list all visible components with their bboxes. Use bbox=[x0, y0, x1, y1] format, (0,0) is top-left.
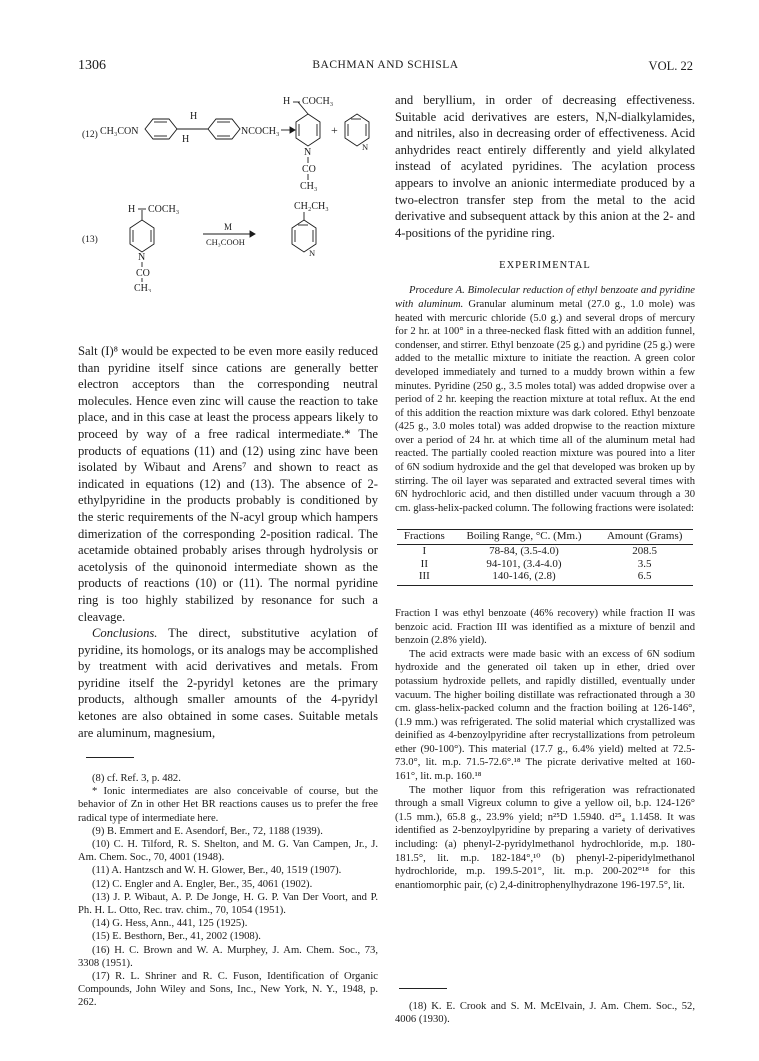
table-header: Fractions bbox=[397, 530, 452, 545]
eq13-reactant-co: CO bbox=[136, 268, 150, 279]
footnotes-right bbox=[395, 1000, 695, 1026]
footnote-9: (9) B. Emmert and E. Asendorf, Ber., 72, 1188 (1939). bbox=[92, 825, 323, 837]
eq13-product-sub: CH₂CH₃ bbox=[294, 201, 329, 212]
table-row bbox=[397, 570, 693, 585]
eq12-number: (12) bbox=[82, 130, 98, 140]
paragraph-continuation: and beryllium, in order of decreasing effectiveness. Suitable acid derivatives are esters, N,N-dialkylamides, and nitriles, also in decreasing order of effectiveness. Acid anhydrides react entirely differently and yield alkylated instead of acylated pyridines. The acylation process appears to involve an anionic intermediate produced by a two-electron transfer step from the metal to the acid derivative and subsequent attack by this anion at the 2- and 4-positions of the pyridine ring. bbox=[395, 93, 695, 240]
footnote-rule-right bbox=[399, 988, 447, 989]
eq12-ring-left bbox=[145, 119, 177, 139]
reaction-schemes bbox=[78, 92, 378, 292]
eq12-h-bottom: H bbox=[182, 134, 190, 145]
paragraph-fractions: Fraction I was ethyl benzoate (46% recovery) while fraction II was benzoic acid. Fraction III was identified as a mixture of benzil and benzoin (2.8% yield). bbox=[395, 607, 695, 647]
eq13-product-n: N bbox=[309, 248, 316, 258]
volume-label: VOL. 22 bbox=[648, 59, 693, 73]
page-header bbox=[78, 58, 693, 78]
table-cell: 140-146, (2.8) bbox=[452, 570, 597, 585]
table-header: Amount (Grams) bbox=[596, 530, 693, 545]
procedure-a bbox=[395, 284, 695, 515]
eq13-reactant-n: N bbox=[138, 252, 146, 263]
table-header: Boiling Range, °C. (Mm.) bbox=[452, 530, 597, 545]
table-cell: 78-84, (3.5-4.0) bbox=[489, 545, 559, 558]
running-title: BACHMAN AND SCHISLA bbox=[312, 59, 459, 71]
eq13-reactant-ch3: CH₃ bbox=[134, 283, 152, 292]
eq12-product-ring bbox=[296, 114, 320, 146]
paragraph-acid-extracts: The acid extracts were made basic with an excess of 6N sodium hydroxide and the generated oil taken up in ether, dried over potassium hydroxide pellets, and rapidly distilled, eventually under vacuum. The higher boiling distillate was refractionated through a 30 cm. glass-helix-packed column and the fraction boiling at 126-146°, (1.9 mm.) was refrigerated. The solid material which crystallized was deinified as 4-benzoylpyridine after recrystallizations from petroleum ether (90-100°). This material (17.7 g., 6.4% yield) melted at 72.5-73.0°, lit. m.p. 71.5-72.6°.¹⁸ The picrate derivative melted at 160-161°, lit. m.p. 160.¹⁸ bbox=[395, 648, 695, 783]
footnotes-left bbox=[78, 772, 378, 1010]
eq13-arrow-bottom: CH₃COOH bbox=[206, 237, 245, 247]
table-cell: 208.5 bbox=[632, 545, 658, 558]
footnote-13: (13) J. P. Wibaut, A. P. De Jonge, H. G. P. Van Der Voort, and P. Ph. H. L. Otto, Rec. trav. chim., 70, 1054 (1951). bbox=[78, 891, 378, 917]
eq12-product-ch3: CH₃ bbox=[300, 181, 318, 192]
eq12-product-n: N bbox=[304, 147, 312, 158]
paragraph-conclusions bbox=[78, 625, 378, 741]
table-header-row bbox=[397, 530, 693, 545]
conclusions-label: Conclusions. bbox=[92, 626, 158, 641]
right-column bbox=[395, 92, 695, 892]
table-cell: III bbox=[397, 570, 452, 585]
left-column bbox=[78, 343, 378, 741]
footnote-17: (17) R. L. Shriner and R. C. Fuson, Identification of Organic Compounds, John Wiley and Sons, Inc., New York, N. Y., 1948, p. 262. bbox=[78, 971, 378, 1009]
eq12-reactant-right: NCOCH₃ bbox=[241, 126, 280, 137]
footnote-12: (12) C. Engler and A. Engler, Ber., 35, 4061 (1902). bbox=[92, 878, 313, 890]
eq13-arrow-top: M bbox=[224, 222, 233, 232]
page-number: 1306 bbox=[78, 58, 106, 73]
eq13-number: (13) bbox=[82, 235, 98, 245]
table-cell: I bbox=[422, 545, 427, 558]
table-row bbox=[397, 545, 693, 558]
footnote-10: (10) C. H. Tilford, R. S. Shelton, and M. G. Van Campen, Jr., J. Am. Chem. Soc., 70, 4001 (1948). bbox=[78, 839, 378, 864]
table-row bbox=[397, 558, 693, 571]
table-cell: 3.5 bbox=[637, 557, 652, 570]
eq12-plus: + bbox=[331, 123, 338, 137]
footnote-15: (15) E. Besthorn, Ber., 41, 2002 (1908). bbox=[92, 931, 261, 943]
procedure-a-text: Granular aluminum metal (27.0 g., 1.0 mole) was heated with mercuric chloride (5.0 g.) and several drops of mercury for 2 hr. at 100° in a three-necked flask fitted with an addition funnel, condenser, and stirrer. Ethyl benzoate (25 g.) and pyridine (25 g.) were added to the metallic mixture to initiate the reaction. A green color developed immediately and turned to a muddy brown within a few minutes. Pyridine (250 g., 3.5 moles total) was added dropwise over a period of 2 hr. keeping the reaction mixture at total reflux. At the end of this addition the reaction mixture was dark colored. Ethyl benzoate (425 g., 3.0 moles total) was added dropwise to the reaction mixture over a period of 24 hr. at which time all of the aluminum metal had reacted. The partially cooled reaction mixture was poured into a liter of 6N sodium hydroxide and the gel that developed was broken up by stirring. The oil layer was separated and extracted several times with 6N hydrochloric acid, and then distilled under vacuum through a 30 cm. glass-helix-packed column. The following fractions were isolated: bbox=[395, 298, 695, 514]
table-cell: 94-101, (3.4-4.0) bbox=[486, 557, 562, 570]
eq12-product-sub: COCH₃ bbox=[302, 96, 334, 107]
eq12-reactant-left: CH₃CON bbox=[100, 126, 139, 137]
eq12-product-co: CO bbox=[302, 164, 316, 175]
footnote-rule-left bbox=[86, 757, 134, 758]
paragraph-salt: Salt (I)⁸ would be expected to be even more easily reduced than pyridine itself since cations are generally better electron acceptors than the corresponding neutral molecules. Hence even zinc will cause the reaction to take place, and in this case at least the process appears likely to proceed by way of a free radical intermediate.* The products of equations (11) and (12) using zinc have been isolated by Wibaut and Arens⁷ and shown to react as indicated in equations (12) and (13). The absence of 2-ethylpyridine in the products probably is conditioned by the steric requirements of the N-acyl group which hampers dimerization of the corresponding 2-position radical. The acetamide obtained probably arises through hydrolysis or acetolysis of the quinonoid intermediate shown as the products of reactions (10) or (11). The normal pyridine ring is too highly stabilized by resonance for such a cleavage. bbox=[78, 344, 378, 624]
eq13-reactant-h: H bbox=[128, 204, 136, 215]
section-heading-experimental: EXPERIMENTAL bbox=[499, 260, 591, 272]
table-cell: 6.5 bbox=[596, 570, 693, 585]
paragraph-mother-liquor: The mother liquor from this refrigeration was refractionated through a small Vigreux column to give a yellow oil, b.p. 124-126° (1.5 mm.), 65.8 g., 23.9% yield; n²⁵D 1.5940. d²⁵₄ 1.1458. It was identified as 2-benzoylpyridine by preparing a variety of derivatives including: (a) phenyl-2-pyridylmethanol hydrochloride, m.p. 180-181.5°, lit. m.p. 182-184°,¹⁰ (b) phenyl-2-piperidylmethanol hydrochloride, m.p. 199.5-201°, lit. m.p. 200-202°¹⁸ for this enantiomorphic pair, (c) 2,4-dinitrophenylhydrazone 196-197.5°, lit. bbox=[395, 784, 695, 891]
eq13-reactant-ring bbox=[130, 220, 154, 252]
footnote-16: (16) H. C. Brown and W. A. Murphey, J. Am. Chem. Soc., 73, 3308 (1951). bbox=[78, 944, 378, 969]
footnote-star: * Ionic intermediates are also conceivable of course, but the behavior of Zn in other Het BR reactions causes us to prefer the free radical type of intermediate here. bbox=[78, 786, 378, 824]
footnote-18: (18) K. E. Crook and S. M. McElvain, J. Am. Chem. Soc., 52, 4006 (1930). bbox=[395, 1001, 695, 1026]
table-cell: II bbox=[420, 557, 428, 570]
eq12-pyridine-n: N bbox=[362, 142, 369, 152]
eq12-h-top: H bbox=[190, 111, 198, 122]
footnote-14: (14) G. Hess, Ann., 441, 125 (1925). bbox=[92, 918, 248, 930]
procedure-a-title: Procedure A. Bimolecular reduction of ethyl benzoate and pyridine with aluminum. bbox=[395, 285, 695, 310]
eq12-ring-right bbox=[208, 119, 240, 139]
conclusions-text: The direct, substitutive acylation of pyridine, its homologs, or its analogs may be accomplished by treatment with acid derivatives and metals. From pyridine itself the 2-pyridyl ketones are the primary products, although smaller amounts of the 4-pyridyl ketones are also obtained in some cases. Suitable metals are aluminum, magnesium, bbox=[78, 626, 378, 740]
fractions-table bbox=[397, 529, 693, 586]
eq13-reactant-sub: COCH₃ bbox=[148, 204, 180, 215]
footnote-11: (11) A. Hantzsch and W. H. Glower, Ber., 40, 1519 (1907). bbox=[92, 865, 342, 877]
footnote-8: (8) cf. Ref. 3, p. 482. bbox=[92, 773, 181, 784]
eq12-product-h: H bbox=[283, 96, 291, 107]
